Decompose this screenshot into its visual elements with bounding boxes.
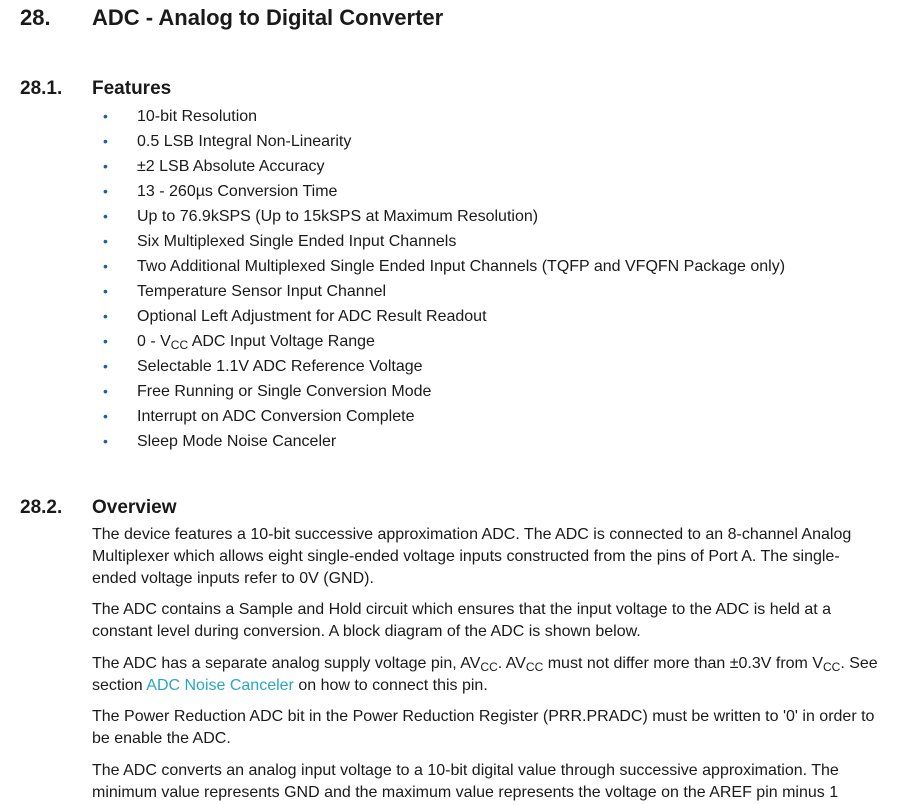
features-number: 28.1. — [20, 78, 63, 99]
bullet-icon: • — [103, 408, 108, 424]
section-title: ADC - Analog to Digital Converter — [92, 5, 444, 30]
features-title: Features — [92, 78, 172, 99]
bullet-icon: • — [103, 308, 108, 324]
bullet-icon: • — [103, 208, 108, 224]
bullet-icon: • — [103, 133, 108, 149]
overview-number: 28.2. — [20, 497, 63, 518]
bullet-icon: • — [103, 433, 108, 449]
section-number: 28. — [20, 5, 51, 30]
bullet-icon: • — [103, 158, 108, 174]
overview-paragraph-1: The device features a 10-bit successive approximation ADC. The ADC is connected to an 8-channel Analog Multiplexer which allows eight single-ended voltage inputs constructed from the pins of Port A. The single-ended voltage inputs refer to 0V (GND). — [92, 526, 852, 587]
bullet-icon: • — [103, 258, 108, 274]
bullet-icon: • — [103, 108, 108, 124]
bullet-icon: • — [103, 233, 108, 249]
adc-noise-canceler-link[interactable]: ADC Noise Canceler — [146, 677, 294, 694]
overview-paragraph-5: The ADC converts an analog input voltage to a 10-bit digital value through successive approximation. The minimum value represents GND and the maximum value represents the voltage on the AREF pin minus 1 — [92, 762, 839, 801]
bullet-icon: • — [103, 333, 108, 349]
bullet-icon: • — [103, 283, 108, 299]
overview-title: Overview — [92, 497, 177, 518]
bullet-icon: • — [103, 358, 108, 374]
overview-paragraph-4: The Power Reduction ADC bit in the Power Reduction Register (PRR.PRADC) must be written to '0' in order to be enable the ADC. — [92, 708, 875, 747]
overview-paragraph-3: The ADC has a separate analog supply voltage pin, $AV_{CC}$. $AV_{CC}$ must not differ more than ±0.3V from $V_{CC}$. See section ADC Noise Canceler on how to connect this pin. — [92, 655, 878, 694]
overview-paragraph-2: The ADC contains a Sample and Hold circuit which ensures that the input voltage to the ADC is held at a constant level during conversion. A block diagram of the ADC is shown below. — [92, 601, 832, 640]
bullet-icon: • — [103, 383, 108, 399]
bullet-icon: • — [103, 183, 108, 199]
